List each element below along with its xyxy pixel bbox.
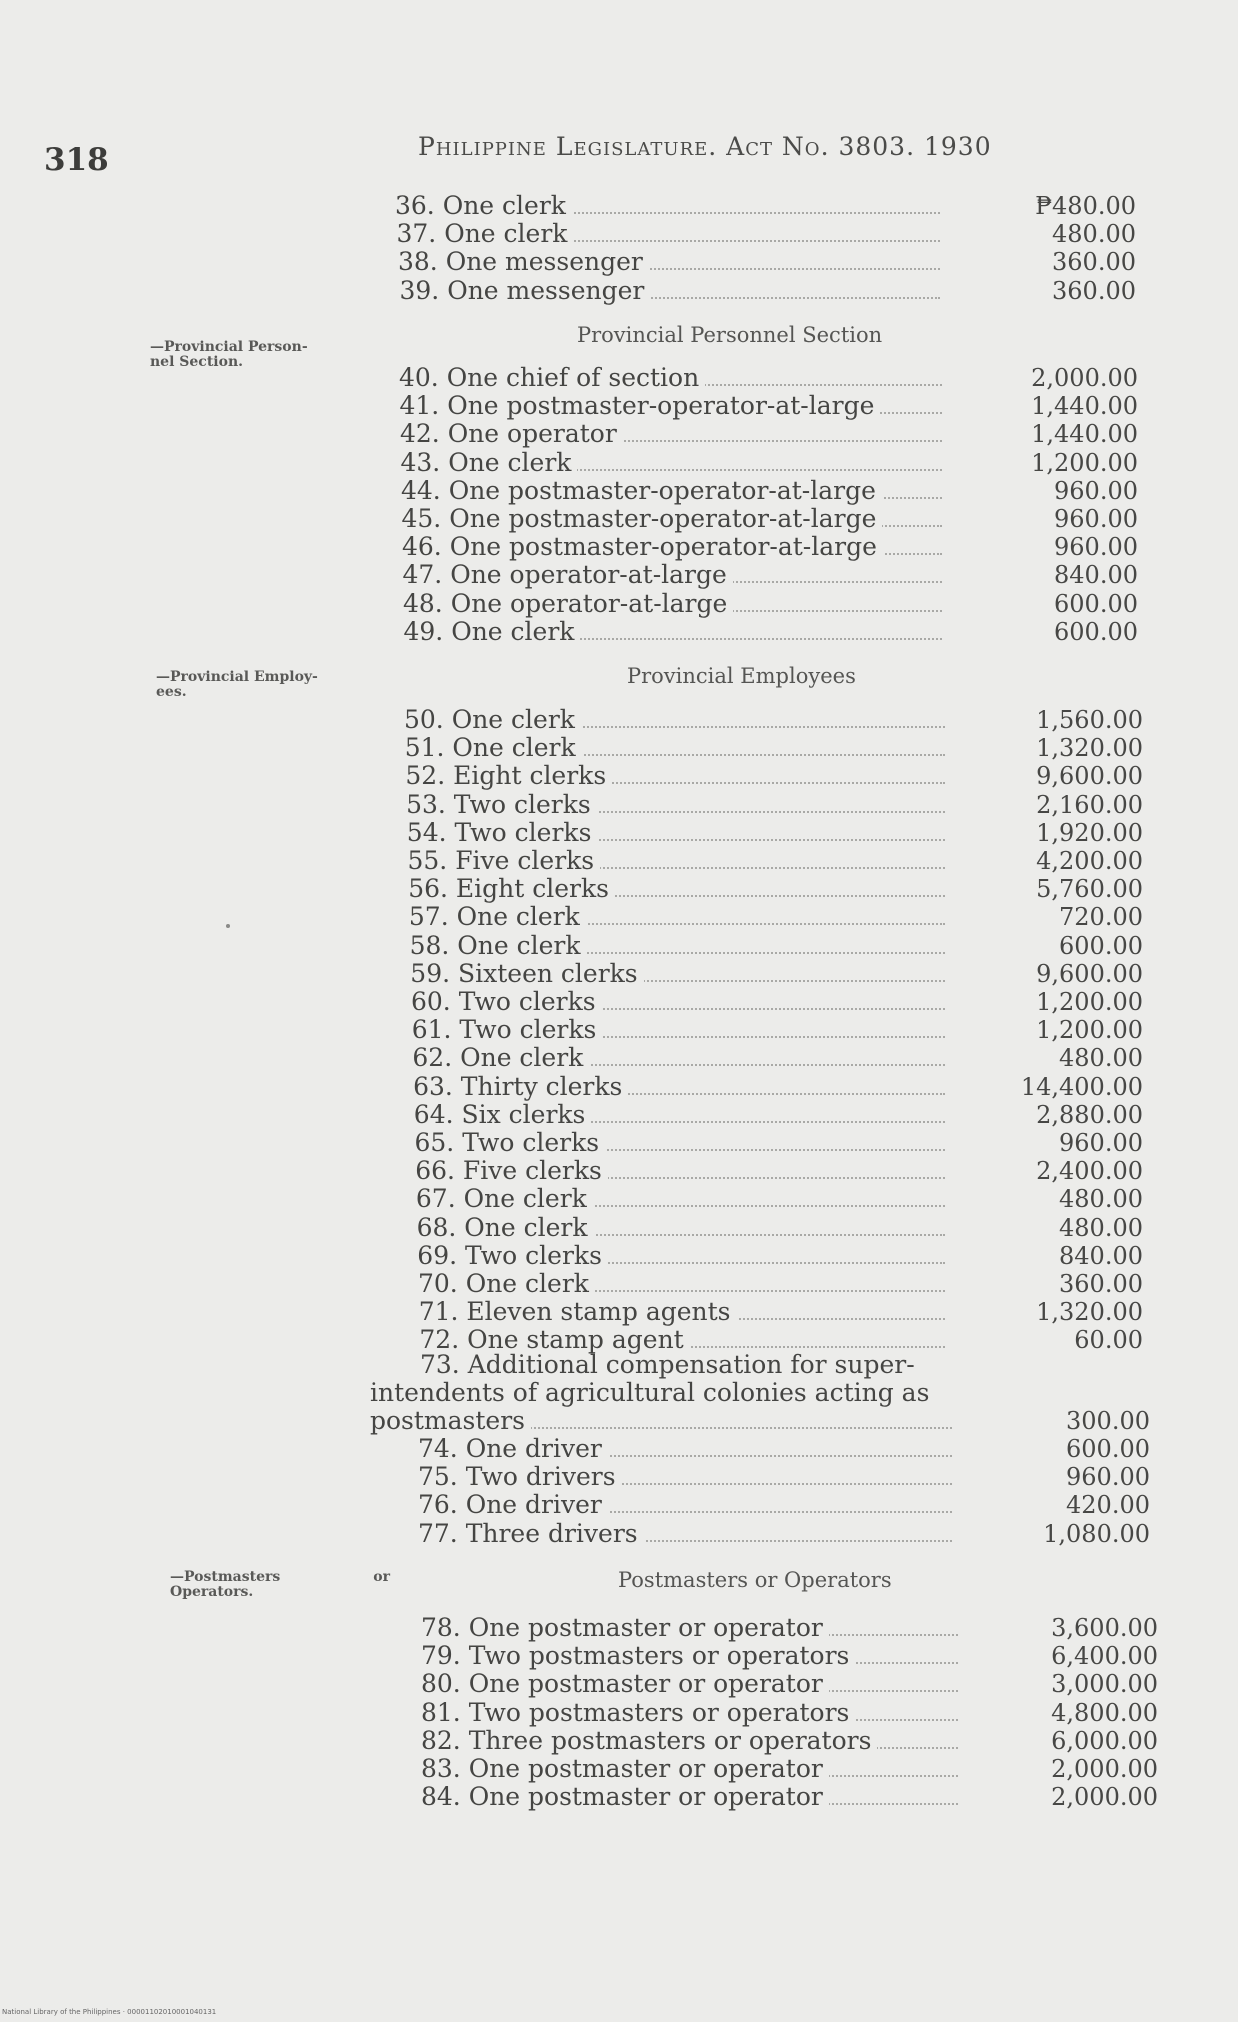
item-amount: 960.00 [1054, 533, 1138, 562]
item-amount: 1,200.00 [1036, 1016, 1143, 1045]
item-label: 68. One clerk [417, 1214, 594, 1242]
line-item [397, 220, 941, 248]
item-label: 47. One operator-at-large [403, 561, 733, 589]
item-amount: 360.00 [1052, 248, 1136, 277]
item-label: 58. One clerk [410, 932, 587, 960]
line-item [419, 1298, 945, 1326]
line-item [415, 1129, 946, 1157]
item-label: 71. Eleven stamp agents [419, 1298, 737, 1326]
item-label: 72. One stamp agent [419, 1326, 689, 1354]
item-amount: 9,600.00 [1036, 762, 1143, 791]
item-label: 37. One clerk [397, 220, 574, 248]
item-label: 75. Two drivers [418, 1463, 622, 1491]
line-item [416, 1185, 945, 1213]
section-heading: Postmasters or Operators [618, 1568, 892, 1592]
item-label: 80. One postmaster or operator [421, 1670, 829, 1698]
item-amount: 1,200.00 [1036, 988, 1143, 1016]
item-amount: 480.00 [1059, 1044, 1143, 1073]
running-head: Philippine Legislature. Act No. 3803. 1930 [418, 132, 992, 161]
footer-note: National Library of the Philippines · 00001102010001040131 [2, 2008, 217, 2016]
item-amount: 840.00 [1059, 1241, 1143, 1270]
line-item [408, 847, 946, 875]
line-item [421, 1783, 958, 1811]
line-item [417, 1214, 945, 1242]
margin-note [150, 340, 370, 370]
item-label: 65. Two clerks [415, 1129, 606, 1157]
item-label: 66. Five clerks [415, 1157, 608, 1185]
item-label: 70. One clerk [418, 1270, 595, 1298]
item-amount: 3,600.00 [1051, 1614, 1158, 1642]
line-item [421, 1642, 958, 1670]
item-label: 46. One postmaster-operator-at-large [402, 533, 883, 561]
margin-note-line: —Provincial Person- [150, 339, 308, 355]
margin-note-line: —Provincial Employ- [156, 669, 318, 685]
line-item [421, 1614, 958, 1642]
line-item [395, 192, 940, 220]
line-item [418, 1270, 945, 1298]
item-amount: 1,200.00 [1031, 448, 1138, 477]
line-item [399, 364, 942, 392]
item-label: 51. One clerk [405, 734, 582, 762]
item-amount: 6,400.00 [1051, 1642, 1158, 1671]
item-label: 64. Six clerks [414, 1101, 592, 1129]
line-item [421, 1727, 958, 1755]
item-label: 69. Two clerks [417, 1242, 608, 1270]
item-label: 79. Two postmasters or operators [421, 1642, 855, 1670]
margin-note-line: or [373, 1569, 390, 1585]
item-label: 78. One postmaster or operator [421, 1614, 829, 1642]
item-amount: 3,000.00 [1051, 1670, 1158, 1699]
line-item [403, 590, 942, 618]
item-amount: 960.00 [1059, 1129, 1143, 1157]
line-item [403, 561, 943, 589]
item-73-line: intendents of agricultural colonies acting as [370, 1378, 930, 1408]
item-label: 57. One clerk [409, 903, 586, 931]
line-item [414, 1101, 945, 1129]
item-amount: 2,400.00 [1036, 1157, 1143, 1186]
item-label: 49. One clerk [404, 618, 581, 646]
item-amount: 1,920.00 [1036, 818, 1143, 847]
page-number: 318 [44, 142, 109, 178]
item-amount: 420.00 [1066, 1491, 1150, 1520]
item-amount: 6,000.00 [1051, 1726, 1158, 1755]
item-label: 76. One driver [418, 1491, 608, 1519]
line-item [421, 1699, 958, 1727]
item-amount: 5,760.00 [1036, 875, 1143, 904]
item-amount: 480.00 [1059, 1213, 1143, 1242]
item-amount: 600.00 [1054, 589, 1138, 618]
item-amount: 480.00 [1052, 220, 1136, 249]
line-item [412, 1016, 945, 1044]
item-amount: 2,000.00 [1031, 364, 1138, 392]
item-label: 40. One chief of section [399, 364, 705, 392]
line-item [400, 277, 941, 305]
line-item [370, 1407, 952, 1435]
item-73-line: 73. Additional compensation for super- [420, 1350, 915, 1379]
line-item [418, 1435, 952, 1463]
line-item [412, 1044, 945, 1072]
item-label: 38. One messenger [398, 248, 649, 276]
margin-note [156, 670, 376, 700]
line-item [418, 1463, 952, 1491]
item-label: 41. One postmaster-operator-at-large [400, 392, 881, 420]
section-heading: Provincial Personnel Section [577, 323, 883, 347]
item-amount: 960.00 [1054, 505, 1138, 533]
item-label: 44. One postmaster-operator-at-large [401, 477, 882, 505]
item-amount: 4,200.00 [1036, 847, 1143, 875]
item-amount: ₱480.00 [1035, 192, 1136, 220]
item-amount: 1,440.00 [1031, 420, 1138, 449]
item-label: 43. One clerk [401, 449, 578, 477]
item-label: 42. One operator [400, 420, 623, 448]
item-label: 67. One clerk [416, 1185, 593, 1213]
item-label: 53. Two clerks [406, 791, 597, 819]
item-amount: 2,880.00 [1036, 1100, 1143, 1129]
line-item [409, 903, 945, 931]
line-item [402, 533, 942, 561]
item-amount: 60.00 [1074, 1326, 1143, 1355]
item-label: 50. One clerk [404, 706, 581, 734]
item-amount: 1,320.00 [1036, 1298, 1143, 1327]
item-amount: 600.00 [1059, 931, 1143, 960]
item-amount: 300.00 [1066, 1407, 1150, 1436]
item-label: 82. Three postmasters or operators [421, 1727, 877, 1755]
item-label: 81. Two postmasters or operators [421, 1699, 855, 1727]
item-amount: 960.00 [1066, 1463, 1150, 1492]
item-label: postmasters [370, 1407, 531, 1435]
margin-note-line: Operators. [170, 1584, 254, 1600]
item-amount: 2,160.00 [1036, 790, 1143, 819]
line-item [410, 932, 945, 960]
item-amount: 1,560.00 [1036, 706, 1143, 734]
margin-note [170, 1570, 390, 1600]
item-label: 59. Sixteen clerks [410, 960, 643, 988]
item-amount: 2,000.00 [1051, 1755, 1158, 1783]
item-label: 77. Three drivers [418, 1520, 644, 1548]
margin-note-line: ees. [156, 684, 187, 700]
line-item [408, 875, 945, 903]
item-amount: 720.00 [1059, 903, 1143, 932]
item-label: 63. Thirty clerks [413, 1073, 628, 1101]
item-label: 84. One postmaster or operator [421, 1783, 829, 1811]
item-label: 36. One clerk [395, 192, 572, 220]
item-amount: 840.00 [1054, 561, 1138, 590]
line-item [401, 449, 943, 477]
item-amount: 14,400.00 [1020, 1072, 1143, 1101]
item-label: 39. One messenger [400, 277, 651, 305]
line-item [415, 1157, 945, 1185]
item-amount: 360.00 [1052, 276, 1136, 305]
item-label: 45. One postmaster-operator-at-large [402, 505, 883, 533]
line-item [411, 988, 945, 1016]
line-item [400, 420, 942, 448]
item-amount: 2,000.00 [1051, 1783, 1158, 1812]
item-amount: 600.00 [1066, 1435, 1150, 1463]
section-heading: Provincial Employees [627, 664, 856, 688]
item-amount: 960.00 [1054, 476, 1138, 505]
item-label: 55. Five clerks [408, 847, 601, 875]
item-label: 56. Eight clerks [408, 875, 615, 903]
line-item [400, 392, 943, 420]
item-amount: 1,080.00 [1043, 1519, 1150, 1548]
line-item [410, 960, 945, 988]
line-item [418, 1491, 952, 1519]
line-item [421, 1670, 958, 1698]
item-amount: 600.00 [1054, 617, 1138, 646]
line-item [402, 505, 943, 533]
item-label: 48. One operator-at-large [403, 590, 733, 618]
item-amount: 9,600.00 [1036, 959, 1143, 988]
item-amount: 1,440.00 [1031, 392, 1138, 421]
line-item [406, 791, 945, 819]
line-item [407, 819, 945, 847]
line-item [418, 1520, 952, 1548]
line-item [413, 1073, 945, 1101]
item-label: 83. One postmaster or operator [421, 1755, 829, 1783]
print-speck [226, 924, 230, 928]
line-item [417, 1242, 945, 1270]
line-item [404, 618, 943, 646]
item-label: 74. One driver [418, 1435, 608, 1463]
item-label: 52. Eight clerks [405, 762, 612, 790]
line-item [401, 477, 942, 505]
item-amount: 360.00 [1059, 1270, 1143, 1298]
line-item [398, 248, 940, 276]
line-item [421, 1755, 958, 1783]
item-amount: 480.00 [1059, 1185, 1143, 1214]
margin-note-line: —Postmasters [170, 1569, 281, 1585]
item-label: 61. Two clerks [412, 1016, 603, 1044]
line-item [405, 762, 945, 790]
line-item [404, 706, 945, 734]
line-item [405, 734, 945, 762]
item-amount: 1,320.00 [1036, 734, 1143, 763]
item-label: 54. Two clerks [407, 819, 598, 847]
item-label: 60. Two clerks [411, 988, 602, 1016]
item-amount: 4,800.00 [1051, 1698, 1158, 1727]
item-label: 62. One clerk [412, 1044, 589, 1072]
margin-note-line: nel Section. [150, 354, 243, 370]
